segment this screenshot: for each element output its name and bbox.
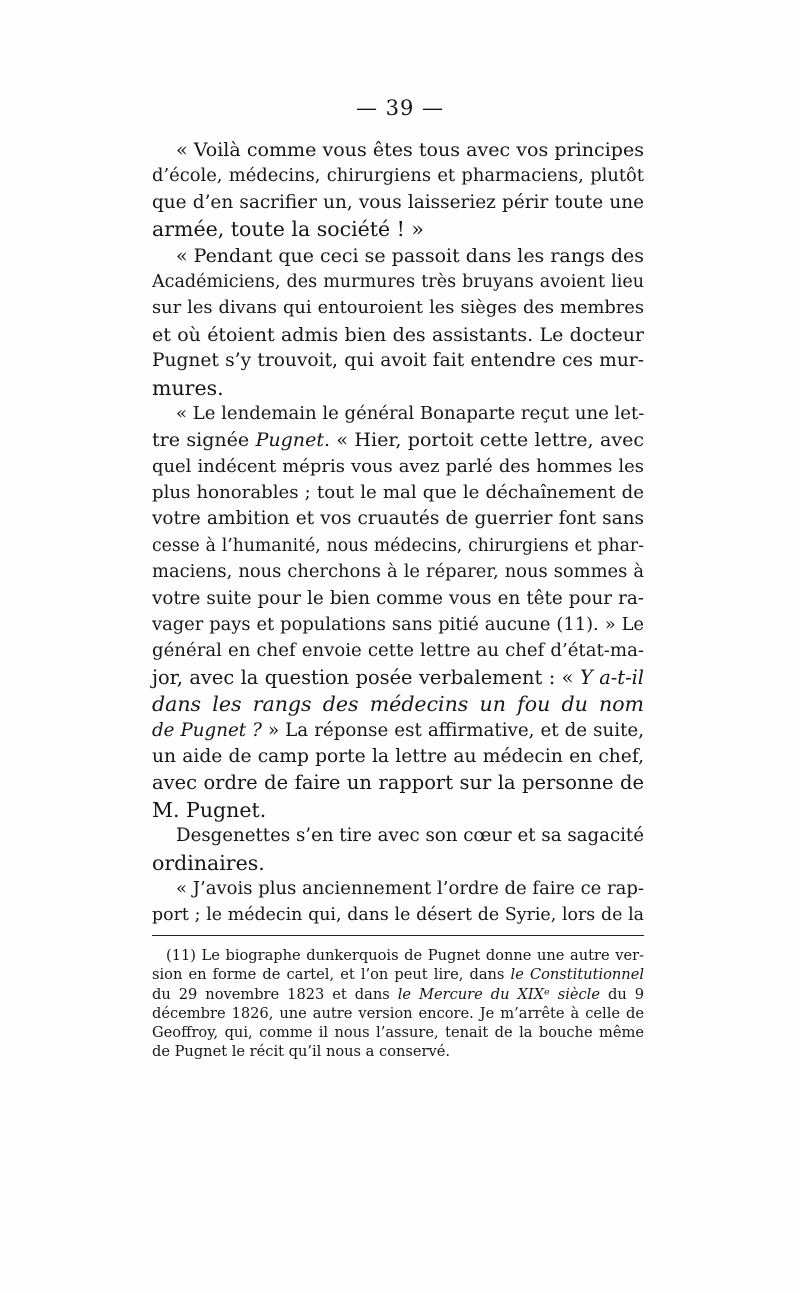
text-line: et où étoient admis bien des assistants. Le docteur (152, 323, 644, 346)
text-line: Académiciens, des murmures très bruyans avoient lieu (152, 271, 644, 292)
text-line: avec ordre de faire un rapport sur la personne de (152, 771, 644, 795)
text-line: « Le lendemain le général Bonaparte reçut une let- (176, 402, 645, 424)
text-line: général en chef envoie cette lettre au chef d’état-ma- (152, 640, 644, 662)
footnote-line: (11) Le biographe dunkerquois de Pugnet donne une autre ver- (166, 947, 644, 964)
text-line: votre suite pour le bien comme vous en tête pour ra- (152, 587, 644, 609)
footnote-line: sion en forme de cartel, et l’on peut lire, dans le Constitutionnel (152, 966, 645, 984)
footnote-line: Geoffroy, qui, comme il nous l’assure, tenait de la bouche même (152, 1024, 644, 1042)
text-line: tre signée Pugnet. « Hier, portoit cette lettre, avec (152, 429, 644, 452)
text-line: dans les rangs des médecins un fou du nom (152, 692, 644, 717)
text-line: vager pays et populations sans pitié aucune (11). » Le (152, 614, 644, 636)
text-line: « J’avois plus anciennement l’ordre de faire ce rap- (176, 877, 644, 899)
text-line: votre ambition et vos cruautés de guerrier font sans (152, 508, 644, 530)
main-text (152, 137, 644, 929)
text-line: un aide de camp porte la lettre au médecin en chef, (152, 745, 644, 767)
footnote-line: décembre 1826, une autre version encore. Je m’arrête à celle de (152, 1004, 644, 1022)
text-line: jor, avec la question posée verbalement : « Y a-t-il (152, 665, 644, 689)
text-line: sur les divans qui entouroient les sièges des membres (152, 297, 644, 319)
footnote-line: de Pugnet le récit qu’il nous a conservé. (152, 1043, 451, 1061)
text-line: quel indécent mépris vous avez parlé des hommes les (152, 455, 644, 477)
page-number: — 39 — (355, 96, 445, 120)
footnote-line: du 29 novembre 1823 et dans le Mercure du XIXᵉ siècle du 9 (152, 985, 645, 1003)
text-line: d’école, médecins, chirurgiens et pharmaciens, plutôt (152, 165, 644, 187)
text-line: Desgenettes s’en tire avec son cœur et sa sagacité (176, 825, 644, 847)
text-line: Pugnet s’y trouvoit, qui avoit fait entendre ces mur- (152, 350, 644, 372)
text-line: ordinaires. (152, 850, 265, 875)
text-line: que d’en sacrifier un, vous laisseriez périr toute une (152, 191, 644, 213)
text-line: M. Pugnet. (152, 797, 267, 822)
text-line: plus honorables ; tout le mal que le déchaînement de (152, 482, 644, 504)
text-line: mures. (152, 375, 224, 400)
text-line: de Pugnet ? » La réponse est affirmative, et de suite, (152, 719, 645, 741)
footnote-divider (152, 935, 644, 936)
text-line: maciens, nous cherchons à le réparer, nous sommes à (152, 561, 644, 583)
text-line: armée, toute la société ! » (152, 217, 424, 242)
text-line: « Pendant que ceci se passoit dans les rangs des (176, 244, 644, 267)
footnote (152, 946, 644, 1062)
text-line: cesse à l’humanité, nous médecins, chirurgiens et phar- (152, 535, 644, 556)
text-line: « Voilà comme vous êtes tous avec vos principes (176, 139, 644, 161)
text-line: port ; le médecin qui, dans le désert de Syrie, lors de la (152, 905, 644, 926)
